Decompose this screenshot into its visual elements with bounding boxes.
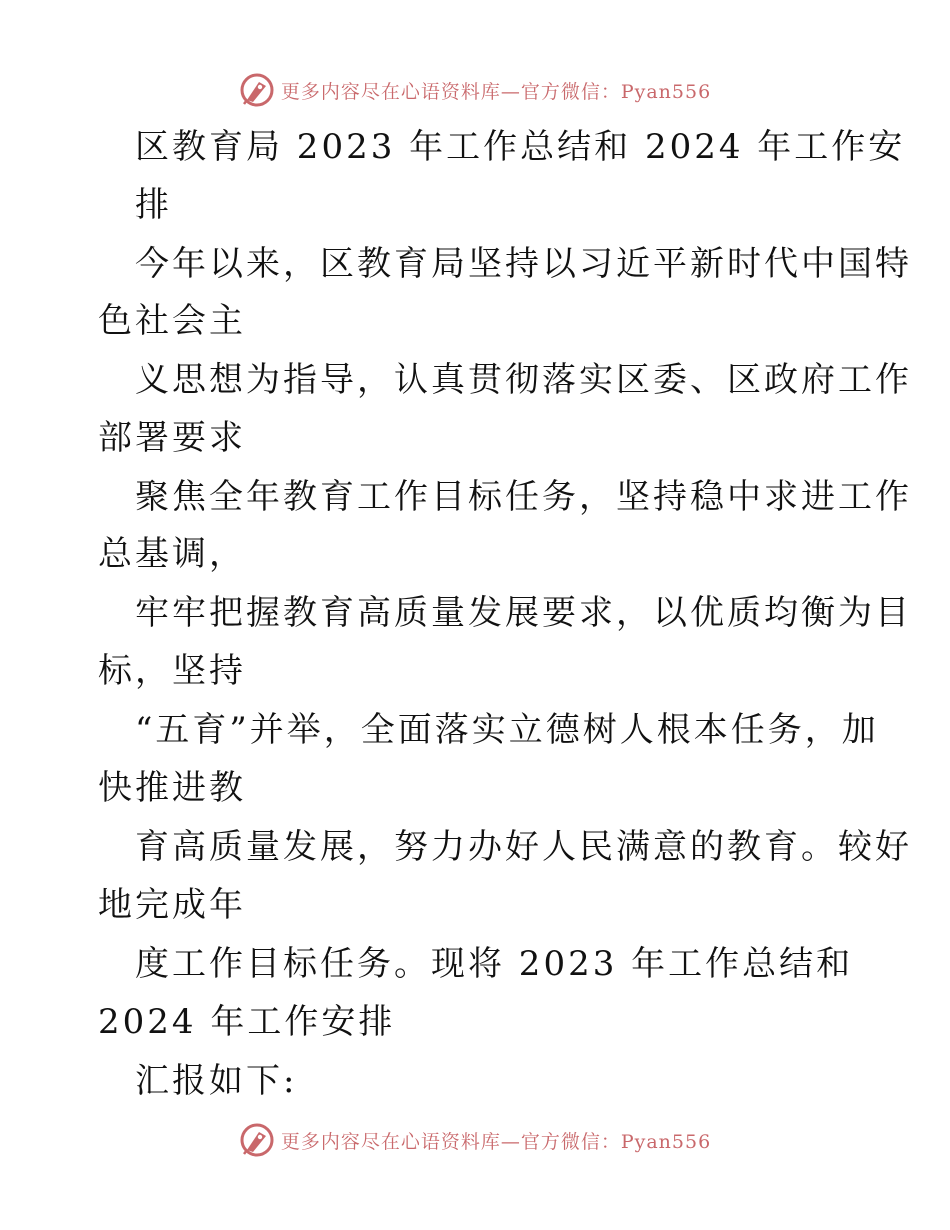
paragraph-line: “五育”并举，全面落实立德树人根本任务，加 [135, 710, 879, 750]
paragraph-line: 义思想为指导，认真贯彻落实区委、区政府工作 [135, 360, 912, 400]
paragraph-line: 2024 年工作安排 [98, 1002, 396, 1042]
watermark-text: 更多内容尽在心语资料库—官方微信：Pyan556 [280, 80, 712, 103]
watermark-text: 更多内容尽在心语资料库—官方微信：Pyan556 [280, 1130, 712, 1153]
paragraph-line: 今年以来，区教育局坚持以习近平新时代中国特 [135, 244, 912, 284]
paragraph-line: 部署要求 [98, 418, 246, 458]
paragraph-line: 色社会主 [98, 301, 246, 341]
pen-nib-logo-icon [239, 1122, 275, 1158]
paragraph-line: 聚焦全年教育工作目标任务，坚持稳中求进工作 [135, 477, 912, 517]
paragraph-line: 度工作目标任务。现将 2023 年工作总结和 [135, 944, 854, 984]
paragraph-line: 总基调， [98, 534, 246, 574]
paragraph-line: 牢牢把握教育高质量发展要求，以优质均衡为目 [135, 593, 912, 633]
paragraph-line: 汇报如下: [135, 1061, 298, 1101]
header-watermark [0, 70, 950, 110]
document-title-line-2: 排 [135, 185, 172, 225]
paragraph-line: 标，坚持 [98, 651, 246, 691]
footer-watermark [0, 1120, 950, 1160]
document-title-line-1: 区教育局 2023 年工作总结和 2024 年工作安 [135, 127, 906, 167]
pen-nib-logo-icon [239, 72, 275, 108]
paragraph-line: 快推进教 [98, 768, 246, 808]
paragraph-line: 育高质量发展，努力办好人民满意的教育。较好 [135, 827, 912, 867]
paragraph-line: 地完成年 [98, 885, 246, 925]
